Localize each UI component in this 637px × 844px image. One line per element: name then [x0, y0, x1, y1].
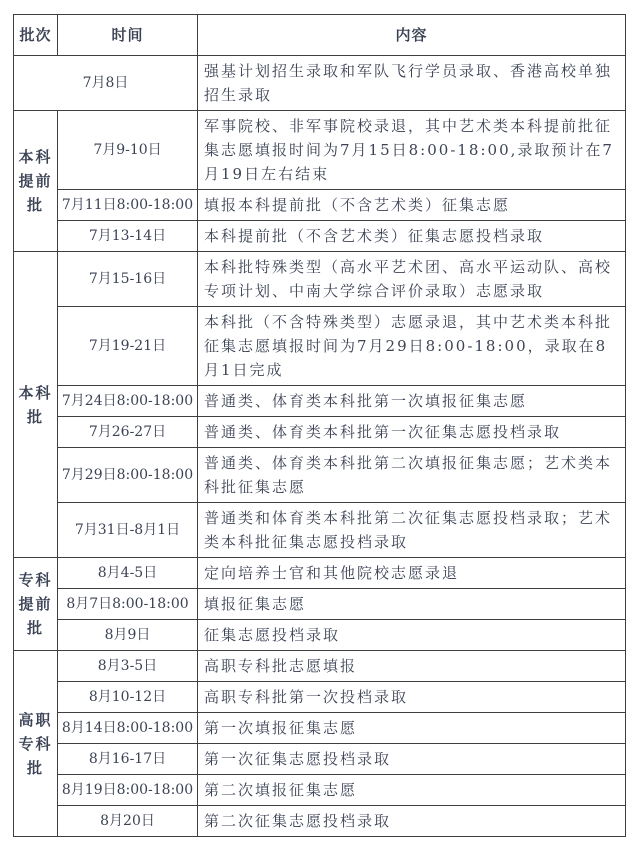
table-row: [14, 221, 626, 252]
time-cell: 7月13-14日: [58, 221, 198, 252]
table-row: [14, 56, 626, 111]
content-cell: 普通类、体育类本科批第一次征集志愿投档录取: [198, 417, 626, 448]
time-cell: 7月31日-8月1日: [58, 503, 198, 558]
content-cell: 军事院校、非军事院校录退，其中艺术类本科提前批征集志愿填报时间为7月15日8:00-18:00,录取预计在7月19日左右结束: [198, 111, 626, 190]
content-cell: 征集志愿投档录取: [198, 620, 626, 651]
content-cell: 高职专科批第一次投档录取: [198, 682, 626, 713]
table-row: [14, 775, 626, 806]
time-cell: 8月10-12日: [58, 682, 198, 713]
batch-cell-benke-tiqian: 本科提前批: [14, 111, 58, 252]
table-row: [14, 417, 626, 448]
content-cell: 本科批（不含特殊类型）志愿录退，其中艺术类本科批征集志愿填报时间为7月29日8:00-18:00，录取在8月1日完成: [198, 307, 626, 386]
time-cell: 8月14日8:00-18:00: [58, 713, 198, 744]
content-cell: 第二次填报征集志愿: [198, 775, 626, 806]
table-row: [14, 448, 626, 503]
time-cell: 8月7日8:00-18:00: [58, 589, 198, 620]
time-cell: 7月24日8:00-18:00: [58, 386, 198, 417]
content-cell: 强基计划招生录取和军队飞行学员录取、香港高校单独招生录取: [198, 56, 626, 111]
time-cell: 8月20日: [58, 806, 198, 837]
content-cell: 填报征集志愿: [198, 589, 626, 620]
header-row: [14, 15, 626, 56]
content-cell: 本科提前批（不含艺术类）征集志愿投档录取: [198, 221, 626, 252]
batch-cell-gaozhi-zhuanke: 高职专科批: [14, 651, 58, 837]
table-row: [14, 682, 626, 713]
content-cell: 普通类和体育类本科批第二次征集志愿投档录取；艺术类本科批征集志愿投档录取: [198, 503, 626, 558]
time-cell: 7月26-27日: [58, 417, 198, 448]
table-row: [14, 190, 626, 221]
time-cell: 7月9-10日: [58, 111, 198, 190]
content-cell: 普通类、体育类本科批第二次填报征集志愿；艺术类本科批征集志愿: [198, 448, 626, 503]
table-row: [14, 806, 626, 837]
batch-cell-benke: 本科批: [14, 252, 58, 558]
time-cell: 7月29日8:00-18:00: [58, 448, 198, 503]
time-cell: 8月16-17日: [58, 744, 198, 775]
table-row: [14, 503, 626, 558]
table-row: [14, 620, 626, 651]
content-cell: 填报本科提前批（不含艺术类）征集志愿: [198, 190, 626, 221]
content-cell: 高职专科批志愿填报: [198, 651, 626, 682]
table-row: [14, 386, 626, 417]
time-cell: 7月19-21日: [58, 307, 198, 386]
header-batch: 批次: [14, 15, 58, 56]
table-row: [14, 307, 626, 386]
time-cell: 8月19日8:00-18:00: [58, 775, 198, 806]
table-row: [14, 252, 626, 307]
content-cell: 第二次征集志愿投档录取: [198, 806, 626, 837]
header-content: 内容: [198, 15, 626, 56]
content-cell: 普通类、体育类本科批第一次填报征集志愿: [198, 386, 626, 417]
content-cell: 本科批特殊类型（高水平艺术团、高水平运动队、高校专项计划、中南大学综合评价录取）志愿录取: [198, 252, 626, 307]
table-row: [14, 744, 626, 775]
time-cell: 7月11日8:00-18:00: [58, 190, 198, 221]
table-row: [14, 111, 626, 190]
content-cell: 第一次填报征集志愿: [198, 713, 626, 744]
time-cell: 8月3-5日: [58, 651, 198, 682]
time-cell: 8月4-5日: [58, 558, 198, 589]
batch-cell-zhuanke-tiqian: 专科提前批: [14, 558, 58, 651]
schedule-table: [13, 14, 626, 837]
table-row: [14, 713, 626, 744]
time-cell: 8月9日: [58, 620, 198, 651]
table-row: [14, 651, 626, 682]
header-time: 时间: [58, 15, 198, 56]
table-row: [14, 589, 626, 620]
content-cell: 第一次征集志愿投档录取: [198, 744, 626, 775]
time-cell: 7月15-16日: [58, 252, 198, 307]
table-row: [14, 558, 626, 589]
time-cell: 7月8日: [14, 56, 198, 111]
content-cell: 定向培养士官和其他院校志愿录退: [198, 558, 626, 589]
